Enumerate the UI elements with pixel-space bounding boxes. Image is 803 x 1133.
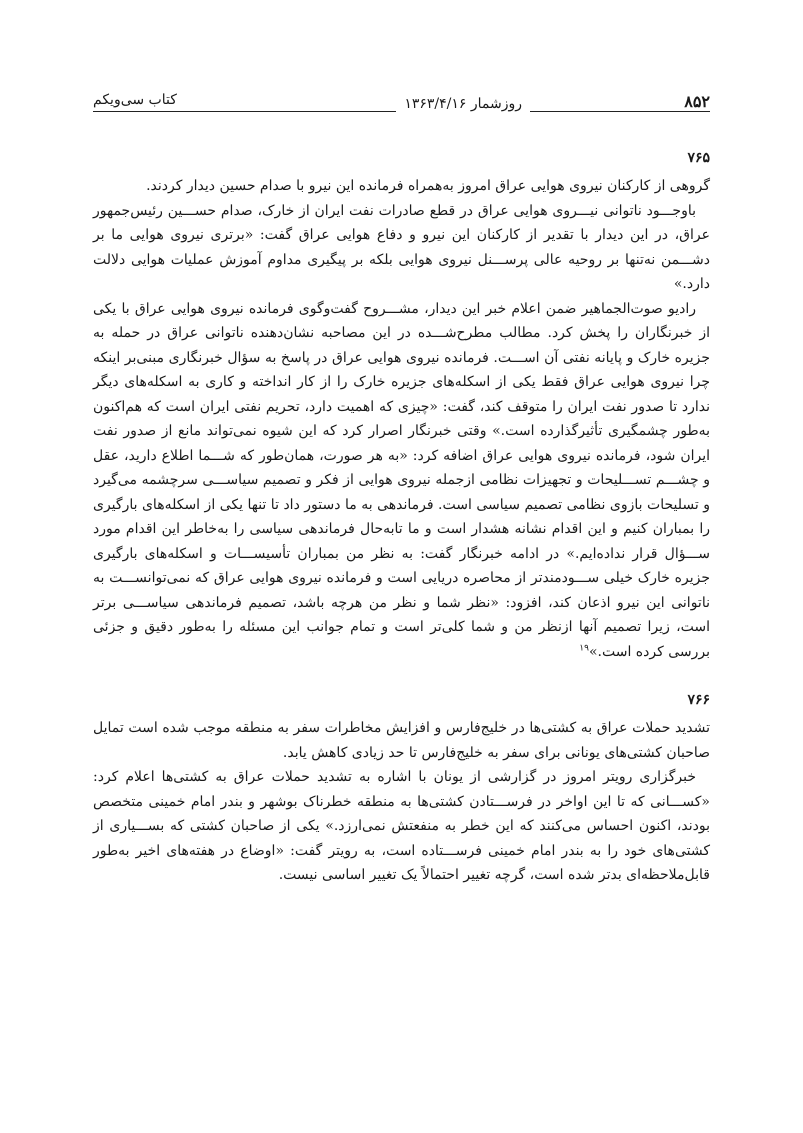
entry-765 xyxy=(93,148,710,664)
entry-number: ۷۶۵ xyxy=(687,150,710,166)
entry-paragraph-text: رادیو صوت‌الجماهیر ضمن اعلام خبر این دیدار، مشـــروح گفت‌وگوی فرمانده نیروی هوایی عراق با یکی از خبرنگاران را پخش کرد. مطالب مطرح‌شـــده در این مصاحبه نشان‌دهنده ناتوانی عراق در حمله به جزیره خارک و پایانه نفتی آن اســـت. فرمانده نیروی هوایی عراق در پاسخ به سؤال خبرنگاری مبنی‌بر اینکه چرا نیروی هوایی عراق فقط یکی از اسکله‌های جزیره خارک را از کار انداخته و کاری به اسکله‌های دیگر ندارد تا صدور نفت ایران را متوقف کند، گفت: «چیزی که اهمیت دارد، تحریم نفتی ایران است که هم‌اکنون به‌طور چشمگیری تأثیرگذارده است.» وقتی خبرنگار اصرار کرد که این شیوه نمی‌تواند مانع از صدور نفت ایران شود، فرمانده نیروی هوایی عراق اضافه کرد: «به هر صورت، همان‌طور که شـــما اطلاع دارید، عقل و چشـــم تســـلیحات و تجهیزات نظامی ازجمله نیروی هوایی از فکر و تصمیم سیاســـی سرچشمه می‌گیرد و تسلیحات بازوی نظامی تصمیم سیاسی است. فرماندهی به ما دستور داد تا تنها یکی از اسکله‌های بارگیری را بمباران کنیم و این اقدام نشانه هشدار است و ما تابه‌حال فرماندهی سیاسی را به‌خاطر این اقدام مورد ســـؤال قرار نداده‌ایم.» در ادامه خبرنگار گفت: به نظر من بمباران تأسیســـات و اسکله‌های بارگیری جزیره خارک خیلی ســـودمندتر از محاصره دریایی است و فرمانده نیروی هوایی عراق که نمی‌توانســـت به ناتوانی این نیرو اذعان کند، افزود: «نظر شما و نظر من هرچه باشد، تصمیم فرماندهی سیاســـی برتر است، زیرا تصمیم آنها ازنظر من و شما کلی‌تر است و تمام جوانب این مسئله را به‌طور دقیق و جزئی بررسی کرده است.» xyxy=(93,300,710,660)
page-header xyxy=(93,92,710,122)
entry-headline: تشدید حملات عراق به کشتی‌ها در خلیج‌فارس و افزایش مخاطرات سفر به منطقه موجب شده است تمایل صاحبان کشتی‌های یونانی برای سفر به خلیج‌فارس تا حد زیادی کاهش یابد. xyxy=(93,720,710,761)
footnote-reference[interactable]: ۱۹ xyxy=(579,642,589,653)
entry-number: ۷۶۶ xyxy=(687,692,710,708)
page-body xyxy=(93,148,710,888)
header-date-label: روزشمار ۱۳۶۳/۴/۱۶ xyxy=(396,96,530,112)
book-title: کتاب سی‌ویکم xyxy=(93,92,177,108)
entry-paragraph: خبرگزاری رویتر امروز در گزارشی از یونان با اشاره به تشدید حملات عراق به کشتی‌ها اعلام کرد: «کســـانی که تا این اواخر در فرســـتادن کشتی‌ها به منطقه خطرناک بوشهر و بندر امام خمینی متخصص بودند، اکنون احساس می‌کنند که این خطر به منفعتش نمی‌ارزد.» یکی از صاحبان کشتی که بســـیاری از کشتی‌های خود را به بندر امام خمینی فرســـتاده است، به رویتر گفت: «اوضاع در هفته‌های اخیر به‌طور قابل‌ملاحظه‌ای بدتر شده است، گرچه تغییر احتمالاً یک تغییر اساسی نیست. xyxy=(93,769,710,883)
page-number: ۸۵۲ xyxy=(684,92,710,111)
entry-766 xyxy=(93,690,710,888)
entry-paragraph xyxy=(93,297,710,665)
entry-headline: گروهی از کارکنان نیروی هوایی عراق امروز به‌همراه فرمانده این نیرو با صدام حسین دیدار کردند. xyxy=(146,178,710,194)
entry-paragraph: باوجـــود ناتوانی نیـــروی هوایی عراق در قطع صادرات نفت ایران از خارک، صدام حســـین رئیس‌جمهور عراق، در این دیدار با تقدیر از کارکنان این نیرو و دفاع هوایی عراق گفت: «برتری نیروی هوایی ما بر دشـــمن نه‌تنها بر روحیه عالی پرســـنل نیروی هوایی بلکه بر پیگیری مداوم آموزش عملیات هوایی دلالت دارد.» xyxy=(93,202,710,292)
